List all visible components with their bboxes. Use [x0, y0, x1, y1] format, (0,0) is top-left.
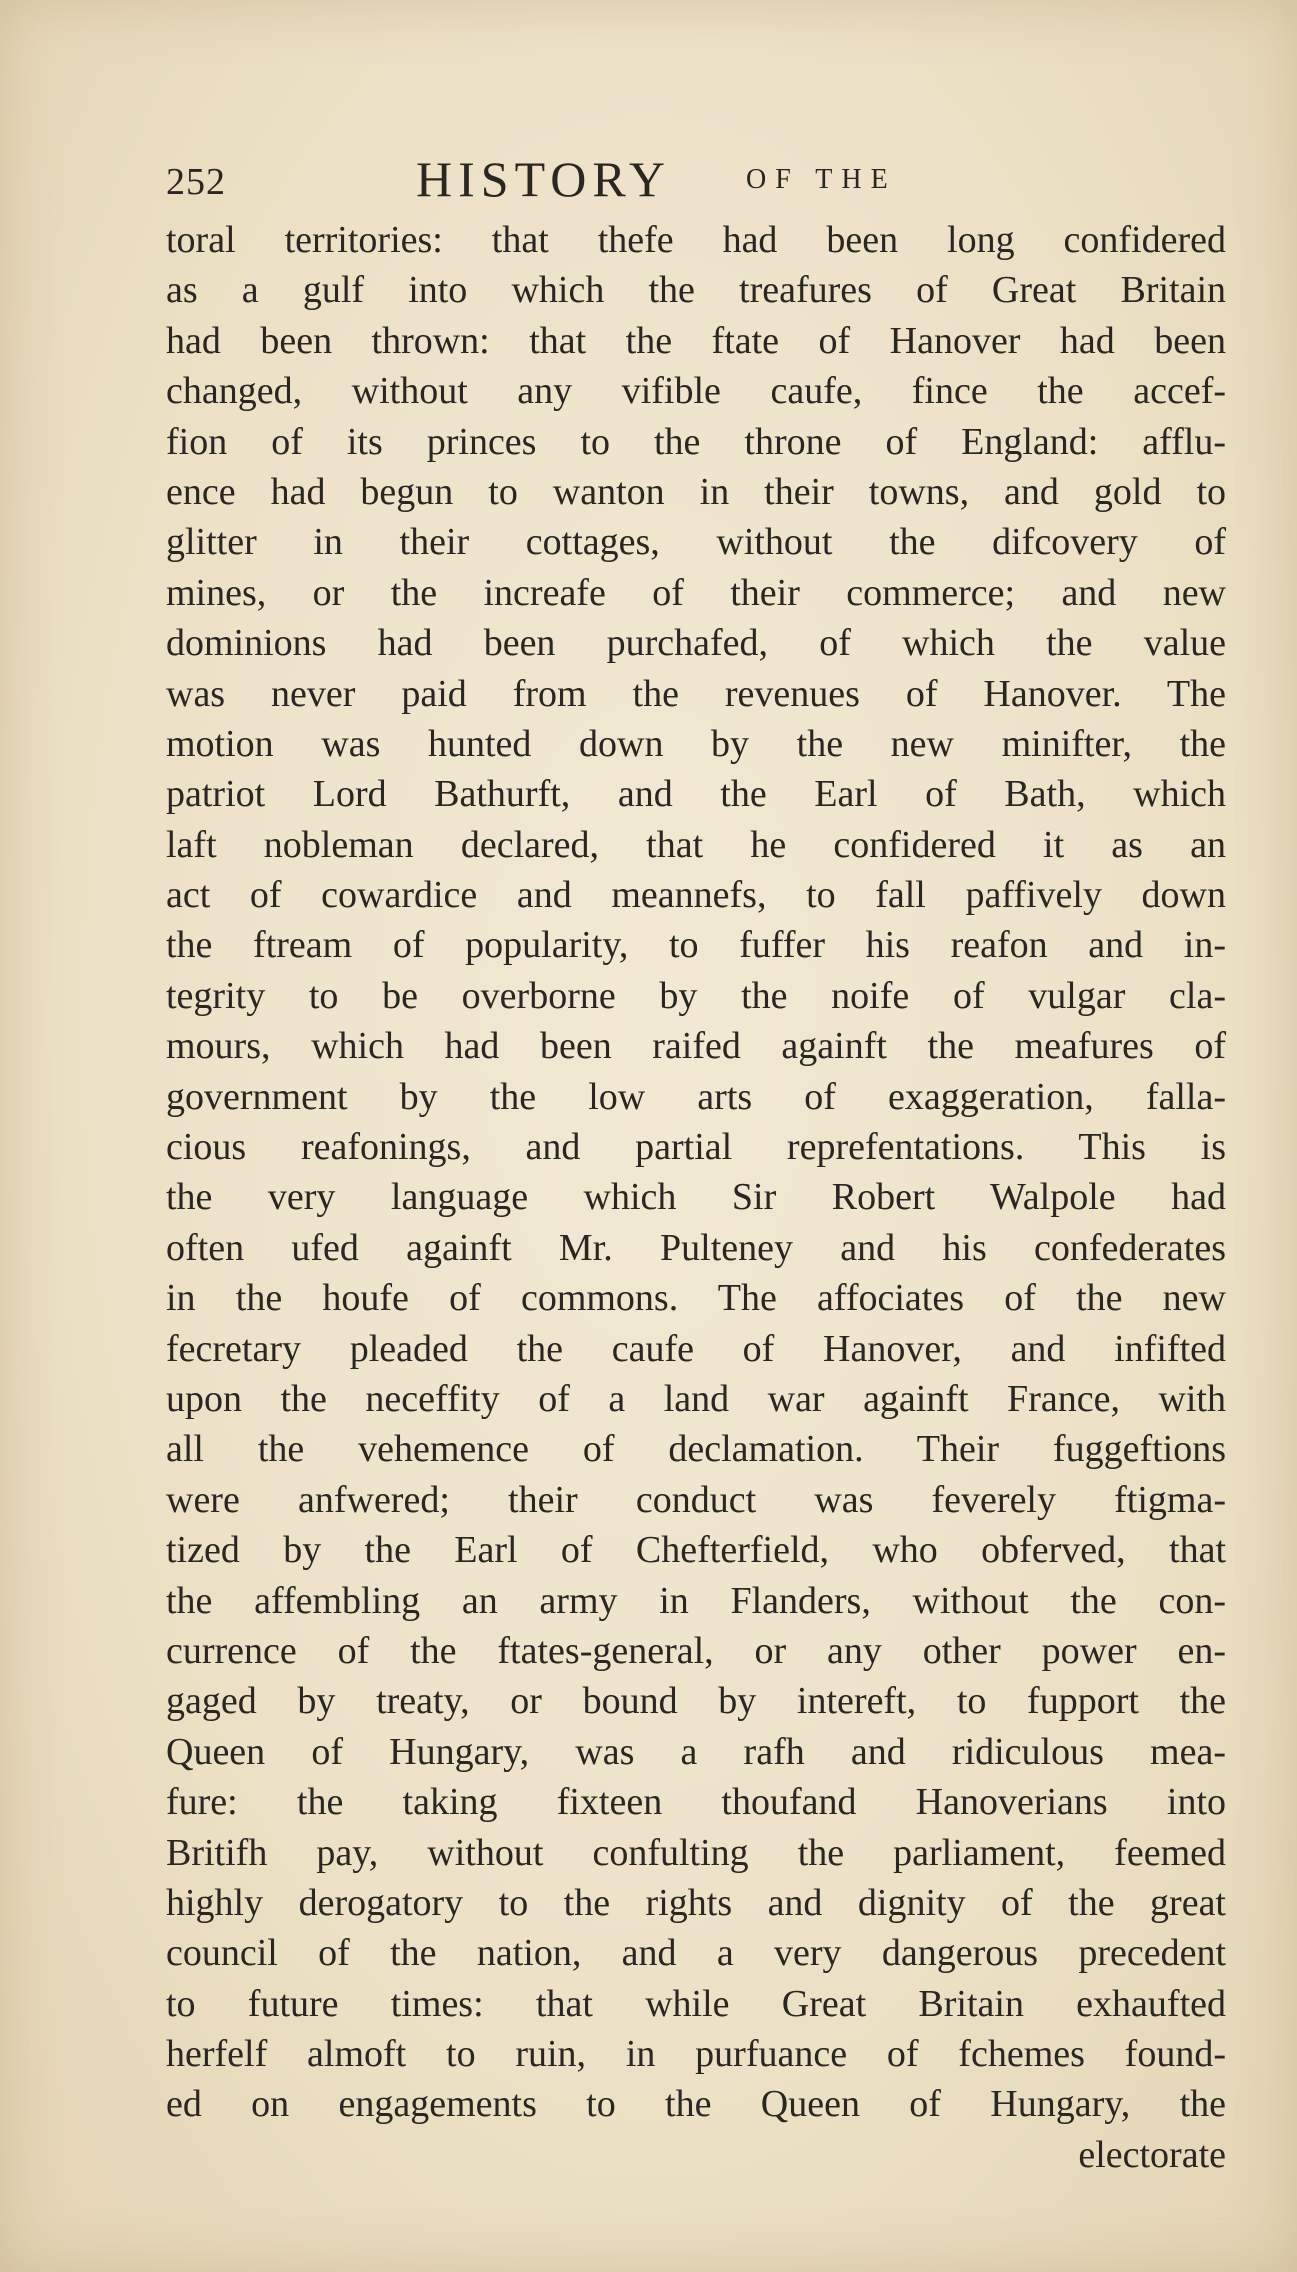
- text-line: had been thrown: that the ftate of Hanover had been: [166, 319, 1226, 362]
- text-line: was never paid from the revenues of Hanover. The: [166, 672, 1226, 715]
- text-line: the very language which Sir Robert Walpole had: [166, 1176, 1226, 1219]
- catchword: electorate: [1078, 2133, 1226, 2176]
- text-line: toral territories: that thefe had been long confidered: [166, 219, 1226, 261]
- text-line: tegrity to be overborne by the noife of vulgar cla-: [166, 974, 1226, 1017]
- text-line: fecretary pleaded the caufe of Hanover, and infifted: [166, 1327, 1226, 1370]
- text-line: laft nobleman declared, that he confidered it as an: [166, 823, 1226, 866]
- text-line: mines, or the increafe of their commerce; and new: [166, 571, 1226, 614]
- running-title-small: OF THE: [746, 164, 897, 195]
- text-line: herfelf almoft to ruin, in purfuance of fchemes found-: [166, 2033, 1226, 2076]
- text-line: gaged by treaty, or bound by intereft, to fupport the: [166, 1680, 1226, 1723]
- body-text: [166, 215, 1226, 2180]
- text-line: upon the neceffity of a land war againft France, with: [166, 1377, 1226, 1420]
- text-line: currence of the ftates-general, or any other power en-: [166, 1629, 1226, 1672]
- text-line: in the houfe of commons. The affociates of the new: [166, 1277, 1226, 1320]
- text-line: act of cowardice and meannefs, to fall paffively down: [166, 874, 1226, 917]
- text-line: the affembling an army in Flanders, without the con-: [166, 1579, 1226, 1622]
- running-head: [166, 150, 986, 210]
- running-title: HISTORY: [416, 151, 672, 207]
- text-line: Queen of Hungary, was a rafh and ridiculous mea-: [166, 1730, 1226, 1773]
- text-line: glitter in their cottages, without the difcovery of: [166, 521, 1226, 564]
- text-line: patriot Lord Bathurft, and the Earl of Bath, which: [166, 773, 1226, 816]
- page-number: 252: [166, 161, 226, 203]
- text-line: as a gulf into which the treafures of Great Britain: [166, 269, 1226, 312]
- text-line: changed, without any vifible caufe, fince the accef-: [166, 370, 1226, 413]
- text-line: were anfwered; their conduct was feverely ftigma-: [166, 1478, 1226, 1521]
- text-line: fion of its princes to the throne of England: afflu-: [166, 420, 1226, 463]
- text-line: council of the nation, and a very dangerous precedent: [166, 1932, 1226, 1975]
- text-line: Britifh pay, without confulting the parliament, feemed: [166, 1831, 1226, 1874]
- text-line: the ftream of popularity, to fuffer his reafon and in-: [166, 924, 1226, 967]
- text-line: ence had begun to wanton in their towns, and gold to: [166, 470, 1226, 513]
- text-line: mours, which had been raifed againft the meafures of: [166, 1025, 1226, 1068]
- text-line: all the vehemence of declamation. Their fuggeftions: [166, 1428, 1226, 1471]
- text-line: motion was hunted down by the new minifter, the: [166, 722, 1226, 765]
- text-line: government by the low arts of exaggeration, falla-: [166, 1075, 1226, 1118]
- text-line: dominions had been purchafed, of which the value: [166, 622, 1226, 665]
- text-line: often ufed againft Mr. Pulteney and his confederates: [166, 1226, 1226, 1269]
- text-line: highly derogatory to the rights and dignity of the great: [166, 1881, 1226, 1924]
- text-line: fure: the taking fixteen thoufand Hanoverians into: [166, 1781, 1226, 1824]
- text-line: cious reafonings, and partial reprefentations. This is: [166, 1126, 1226, 1169]
- text-line: tized by the Earl of Chefterfield, who obferved, that: [166, 1529, 1226, 1572]
- text-line: ed on engagements to the Queen of Hungary, the: [166, 2083, 1226, 2126]
- text-line: to future times: that while Great Britain exhaufted: [166, 1982, 1226, 2025]
